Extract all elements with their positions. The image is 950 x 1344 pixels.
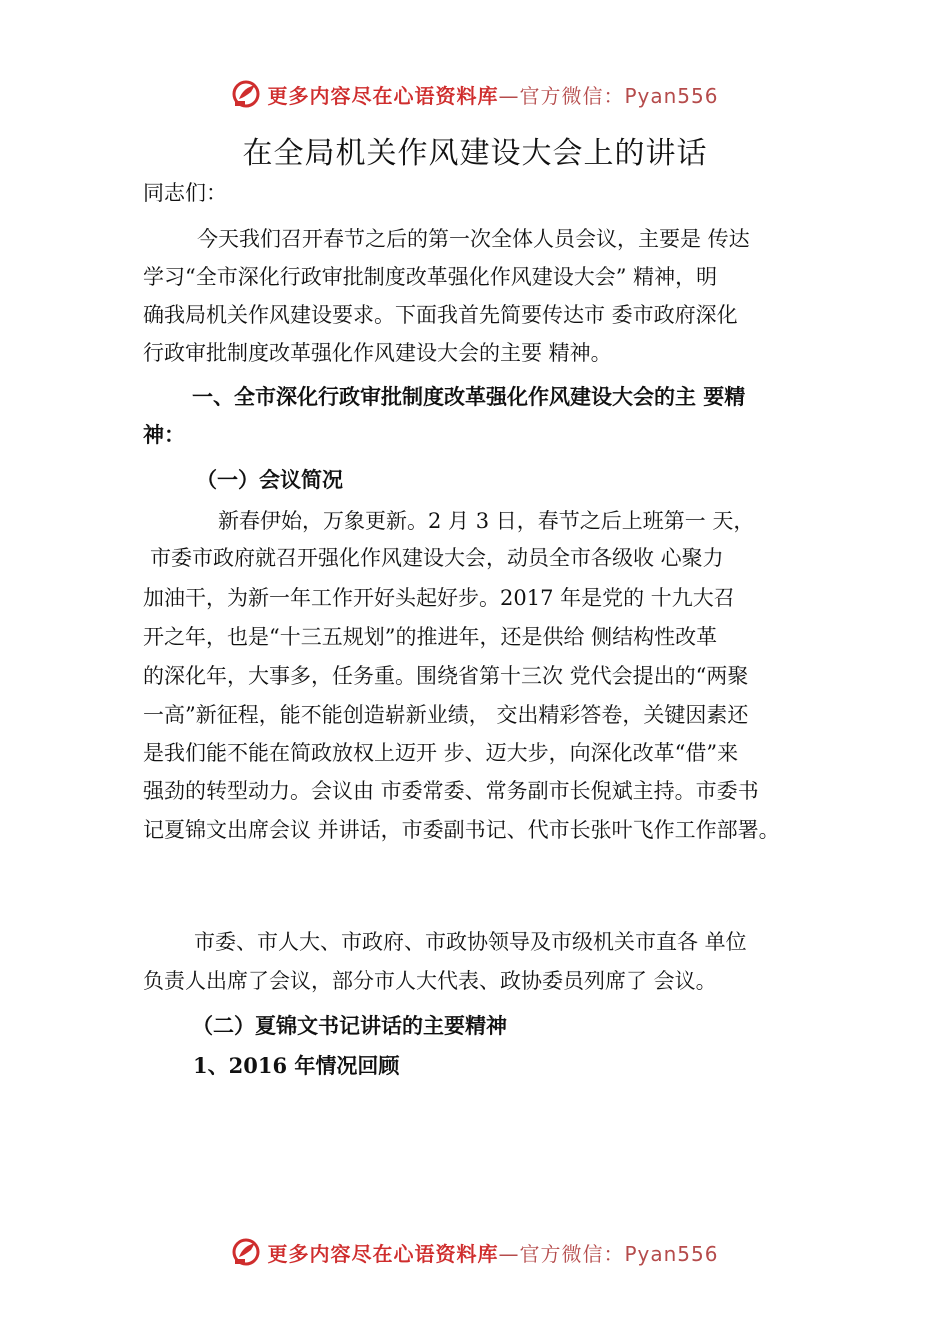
brand-logo-icon: [231, 1237, 261, 1267]
paragraph-2-line-7: 是我们能不能在简政放权上迈开 步、迈大步，向深化改革“借”来: [143, 741, 739, 765]
paragraph-2-line-5: 的深化年，大事多，任务重。围绕省第十三次 党代会提出的“两聚: [143, 664, 749, 688]
paragraph-3-line-1: 市委、市人大、市政府、市政协领导及市级机关市直各 单位: [194, 930, 747, 954]
header-watermark-banner: [0, 74, 950, 114]
heading-1-line-2: 神：: [143, 422, 185, 447]
banner-separator: —: [498, 83, 520, 108]
paragraph-1-line-3: 确我局机关作风建设要求。下面我首先简要传达市 委市政府深化: [143, 303, 738, 327]
paragraph-2-line-2: 市委市政府就召开强化作风建设大会，动员全市各级收 心聚力: [150, 546, 724, 570]
paragraph-2-line-6: 一高”新征程，能不能创造崭新业绩， 交出精彩答卷，关键因素还: [143, 703, 749, 727]
paragraph-2-line-9: 记夏锦文出席会议 并讲话，市委副书记、代市长张叶飞作工作部署。: [143, 818, 780, 842]
subheading-2: （二）夏锦文书记讲话的主要精神: [192, 1013, 507, 1038]
document-title: 在全局机关作风建设大会上的讲话: [242, 136, 708, 171]
subheading-1: （一）会议简况: [196, 467, 343, 492]
paragraph-2-line-1: 新春伊始，万象更新。2 月 3 日，春节之后上班第一 天，: [218, 509, 755, 533]
paragraph-2-line-8: 强劲的转型动力。会议由 市委常委、常务副市长倪斌主持。市委书: [143, 779, 759, 803]
brand-logo-icon: [231, 79, 261, 109]
banner-separator: —: [498, 1241, 520, 1266]
paragraph-2-line-4: 开之年，也是“十三五规划”的推进年，还是供给 侧结构性改革: [143, 625, 718, 649]
subheading-3: 1、2016 年情况回顾: [193, 1053, 400, 1078]
banner-main-text: 更多内容尽在心语资料库: [267, 1241, 499, 1266]
paragraph-1-line-1: 今天我们召开春节之后的第一次全体人员会议，主要是 传达: [197, 227, 750, 251]
heading-1-line-1: 一、全市深化行政审批制度改革强化作风建设大会的主 要精: [192, 384, 746, 409]
paragraph-1-line-2: 学习“全市深化行政审批制度改革强化作风建设大会” 精神，明: [143, 265, 718, 289]
banner-wechat-text: 官方微信：Pyan556: [519, 83, 719, 108]
salutation: 同志们：: [143, 181, 227, 205]
banner-main-text: 更多内容尽在心语资料库: [267, 83, 499, 108]
paragraph-1-line-4: 行政审批制度改革强化作风建设大会的主要 精神。: [143, 341, 612, 365]
paragraph-2-line-3: 加油干，为新一年工作开好头起好步。2017 年是党的 十九大召: [143, 586, 735, 610]
banner-wechat-text: 官方微信：Pyan556: [519, 1241, 719, 1266]
footer-watermark-banner: [0, 1232, 950, 1272]
paragraph-3-line-2: 负责人出席了会议，部分市人大代表、政协委员列席了 会议。: [143, 969, 717, 993]
